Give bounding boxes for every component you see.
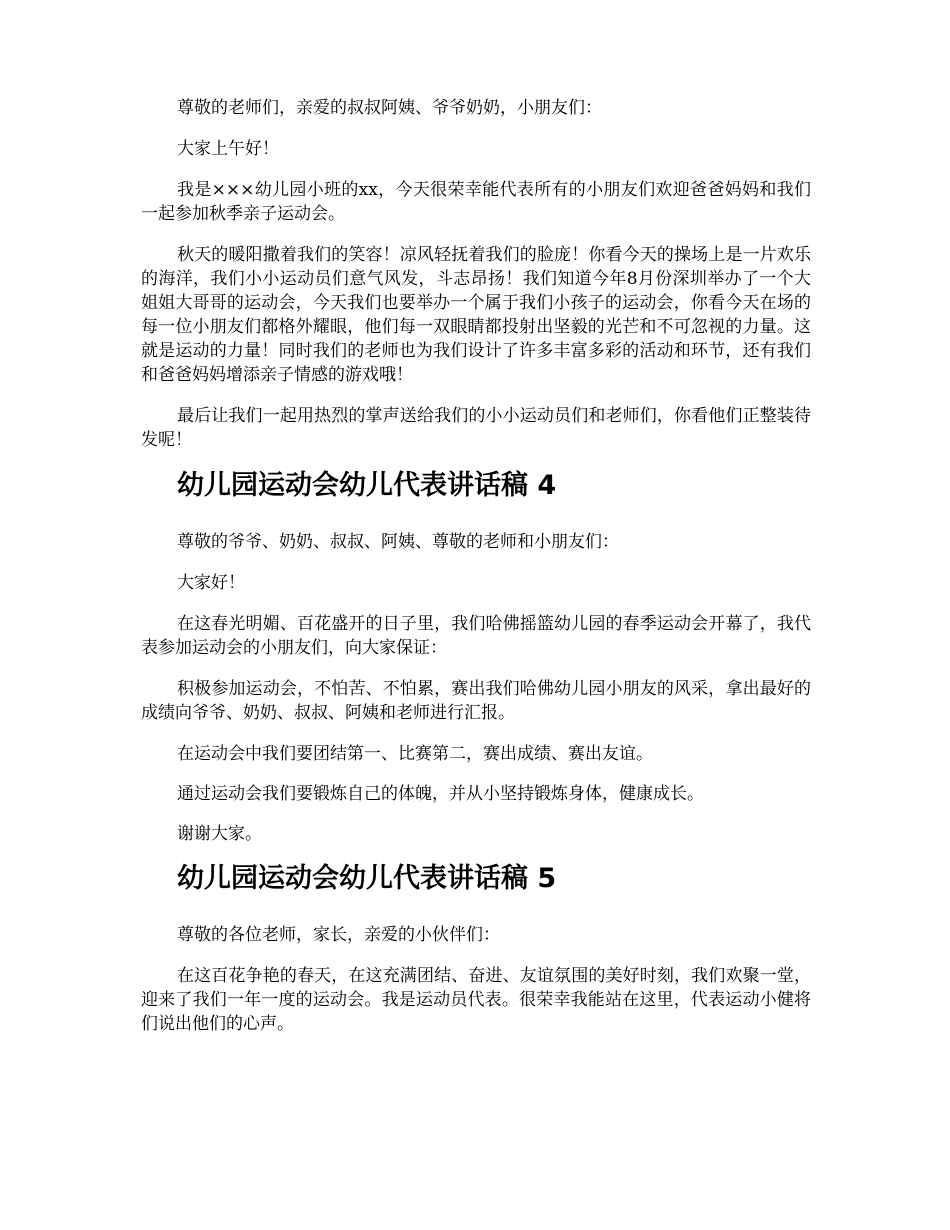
paragraph-thanks: 谢谢大家。 (177, 824, 262, 844)
paragraph-pledge: 积极参加运动会，不怕苦、不怕累，赛出我们哈佛幼儿园小朋友的风采，拿出最好的成绩向爷爷、奶奶、叔叔、阿姨和老师进行汇报。 (141, 679, 811, 723)
section-heading-5: 幼儿园运动会幼儿代表讲话稿 5 (177, 863, 557, 894)
paragraph-autumn: 秋天的暖阳撒着我们的笑容！凉风轻抚着我们的脸庞！你看今天的操场上是一片欢乐的海洋，我们小小运动员们意气风发，斗志昂扬！我们知道今年8月份深圳举办了一个大姐姐大哥哥的运动会，今天我们也要举办一个属于我们小孩子的运动会，你看今天在场的每一位小朋友们都格外耀眼，他们每一双眼睛都投射出坚毅的光芒和不可忽视的力量。这就是运动的力量！同时我们的老师也为我们设计了许多丰富多彩的活动和环节，还有我们和爸爸妈妈增添亲子情感的游戏哦！ (141, 245, 811, 385)
paragraph-unity: 在运动会中我们要团结第一、比赛第二，赛出成绩、赛出友谊。 (177, 744, 653, 764)
paragraph-greeting: 尊敬的爷爷、奶奶、叔叔、阿姨、尊敬的老师和小朋友们： (177, 532, 619, 552)
paragraph-hello: 大家好！ (177, 573, 245, 593)
document-page (141, 96, 811, 1053)
paragraph-intro: 我是×××幼儿园小班的xx，今天很荣幸能代表所有的小朋友们欢迎爸爸妈妈和我们一起参加秋季亲子运动会。 (141, 180, 811, 224)
paragraph-opening: 在这春光明媚、百花盛开的日子里，我们哈佛摇篮幼儿园的春季运动会开幕了，我代表参加运动会的小朋友们，向大家保证： (141, 614, 811, 658)
paragraph-greeting: 尊敬的老师们，亲爱的叔叔阿姨、爷爷奶奶，小朋友们： (177, 98, 602, 118)
paragraph-spring: 在这百花争艳的春天，在这充满团结、奋进、友谊氛围的美好时刻，我们欢聚一堂，迎来了我们一年一度的运动会。我是运动员代表。很荣幸我能站在这里，代表运动小健将们说出他们的心声。 (141, 966, 811, 1034)
paragraph-exercise: 通过运动会我们要锻炼自己的体魄，并从小坚持锻炼身体，健康成长。 (177, 784, 704, 804)
paragraph-closing: 最后让我们一起用热烈的掌声送给我们的小小运动员们和老师们，你看他们正整装待发呢！ (141, 406, 811, 450)
section-heading-4: 幼儿园运动会幼儿代表讲话稿 4 (177, 470, 557, 501)
paragraph-hello: 大家上午好！ (177, 139, 279, 159)
paragraph-greeting: 尊敬的各位老师，家长，亲爱的小伙伴们： (177, 925, 500, 945)
